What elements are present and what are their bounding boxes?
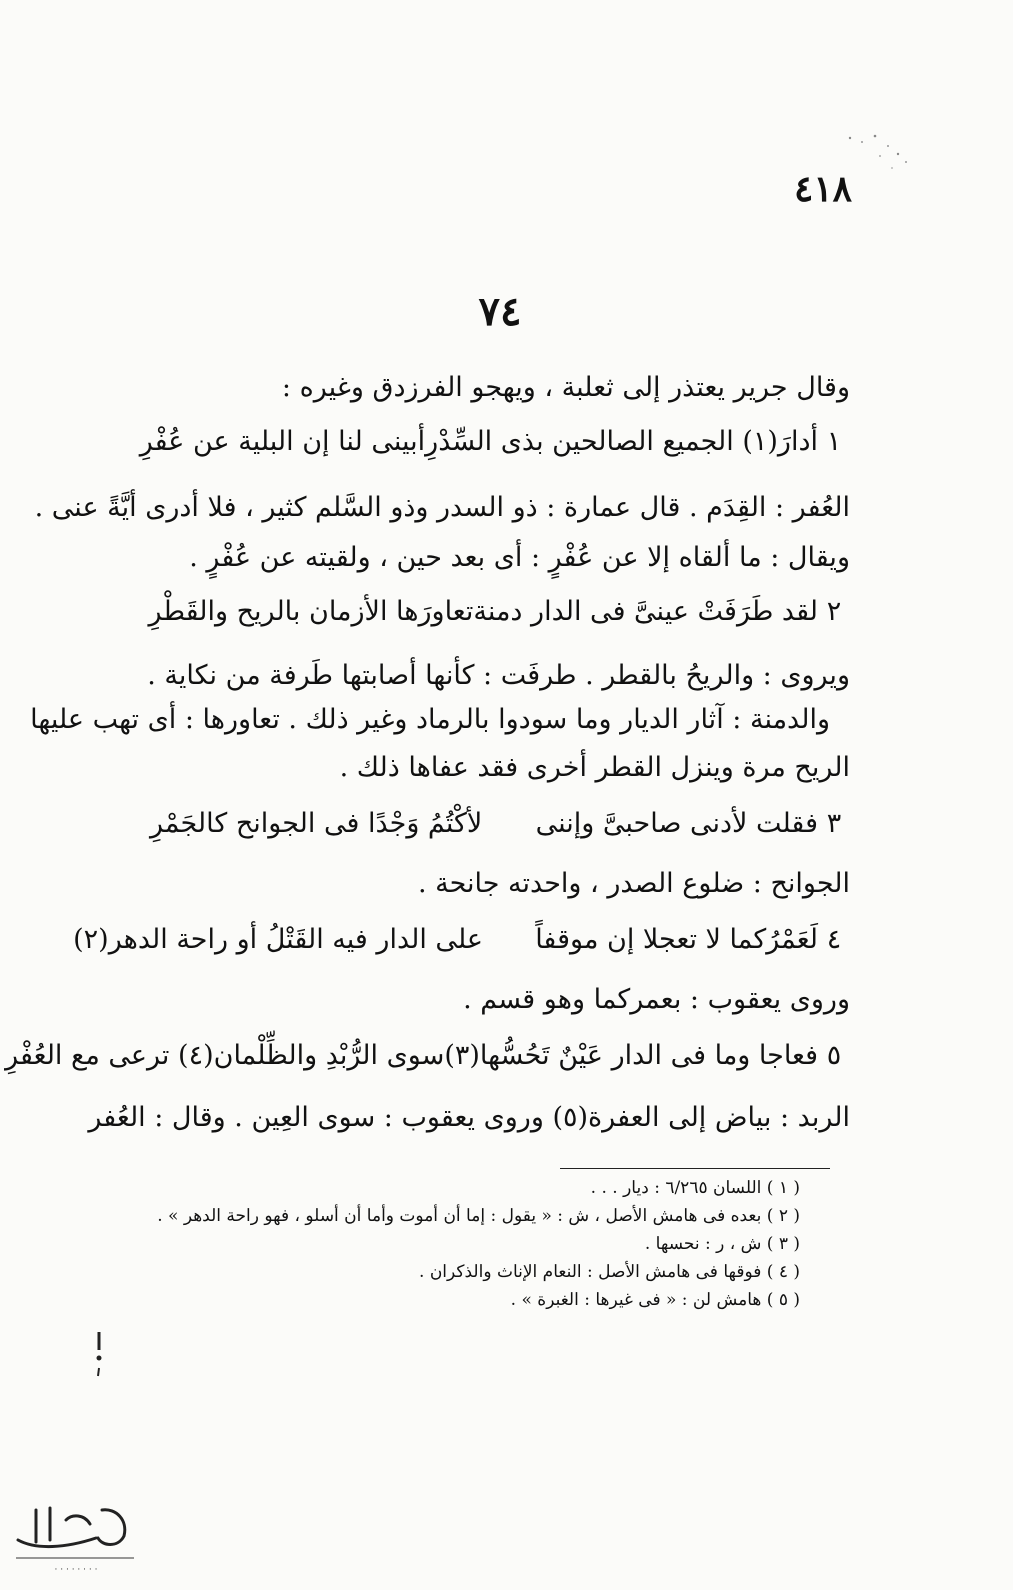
verse-first-hemistich: لقد طَرَفَتْ عينىَّ فى الدار دمنة [473, 596, 818, 627]
verse-number: ١ [826, 426, 842, 457]
verse-second-hemistich: على الدار فيه القَتْلُ أو راحة الدهر(٢) [73, 924, 483, 955]
footnote: ( ١ ) اللسان ٦/٢٦٥ : ديار . . . [590, 1178, 800, 1198]
verse-line [5, 1036, 850, 1076]
gloss-line: والدمنة : آثار الديار وما سودوا بالرماد وغير ذلك . تعاورها : أى تهب عليها [30, 704, 830, 735]
poem-number: ٧٤ [478, 288, 522, 335]
verse-number: ٣ [826, 808, 842, 839]
footnote: ( ٢ ) بعده فى هامش الأصل ، ش : « يقول : إما أن أموت وأما أن أسلو ، فهو راحة الدهر » . [157, 1206, 800, 1226]
library-stamp-logo [6, 1480, 146, 1576]
gloss-line: وروى يعقوب : بعمركما وهو قسم . [463, 984, 850, 1015]
gloss-line: الريح مرة وينزل القطر أخرى فقد عفاها ذلك . [339, 752, 850, 783]
verse-second-hemistich: لأكْتُمُ وَجْدًا فى الجوانح كالجَمْرِ [150, 808, 483, 839]
verse-number: ٥ [826, 1040, 842, 1071]
verse-first-hemistich: لَعَمْرُكما لا تعجلا إن موقفاً [535, 924, 818, 955]
gloss-line: ويروى : والريحُ بالقطر . طرفَت : كأنها أصابتها طَرفة من نكاية . [147, 660, 850, 691]
poem-intro: وقال جرير يعتذر إلى ثعلبة ، ويهجو الفرزدق وغيره : [281, 372, 850, 403]
svg-text:· · · · · · · ·: · · · · · · · · [54, 1565, 98, 1575]
verse-second-hemistich: سوى الرُّبْدِ والظِّلْمان(٤) ترعى مع العُفْرِ [5, 1040, 445, 1071]
margin-mark [92, 1330, 106, 1385]
scan-noise-mark [840, 128, 915, 188]
footnote-divider [560, 1168, 830, 1169]
footnote: ( ٤ ) فوقها فى هامش الأصل : النعام الإناث والذكران . [419, 1262, 800, 1282]
verse-line [150, 592, 850, 632]
verse-second-hemistich: تعاورَها الأزمان بالريح والقَطْرِ [148, 596, 474, 627]
verse-line [150, 804, 850, 844]
verse-number: ٤ [826, 924, 842, 955]
verse-number: ٢ [826, 596, 842, 627]
gloss-line: الربد : بياض إلى العفرة(٥) وروى يعقوب : سوى العِين . وقال : العُفر [88, 1102, 850, 1133]
gloss-line: الجوانح : ضلوع الصدر ، واحدته جانحة . [417, 868, 850, 899]
verse-first-hemistich: أدارَ(١) الجميع الصالحين بذى السِّدْرِ [425, 426, 818, 457]
gloss-line: ويقال : ما ألقاه إلا عن عُفْرٍ : أى بعد حين ، ولقيته عن عُفْرٍ . [189, 542, 850, 573]
verse-first-hemistich: فقلت لأدنى صاحبىَّ وإننى [535, 808, 818, 839]
gloss-line: العُفر : القِدَم . قال عمارة : ذو السدر وذو السَّلم كثير ، فلا أدرى أيَّةً عنى . [34, 492, 850, 523]
page-number: ٤١٨ [793, 168, 852, 210]
verse-first-hemistich: فعاجا وما فى الدار عَيْنٌ تَحُسُّها(٣) [444, 1040, 818, 1071]
footnote: ( ٥ ) هامش لن : « فى غيرها : الغبرة » . [510, 1290, 800, 1310]
verse-line [139, 422, 850, 462]
footnote: ( ٣ ) ش ، ر : نحسها . [644, 1234, 800, 1254]
verse-second-hemistich: أبينى لنا إن البلية عن عُفْرِ [139, 426, 426, 457]
verse-line [73, 920, 850, 960]
